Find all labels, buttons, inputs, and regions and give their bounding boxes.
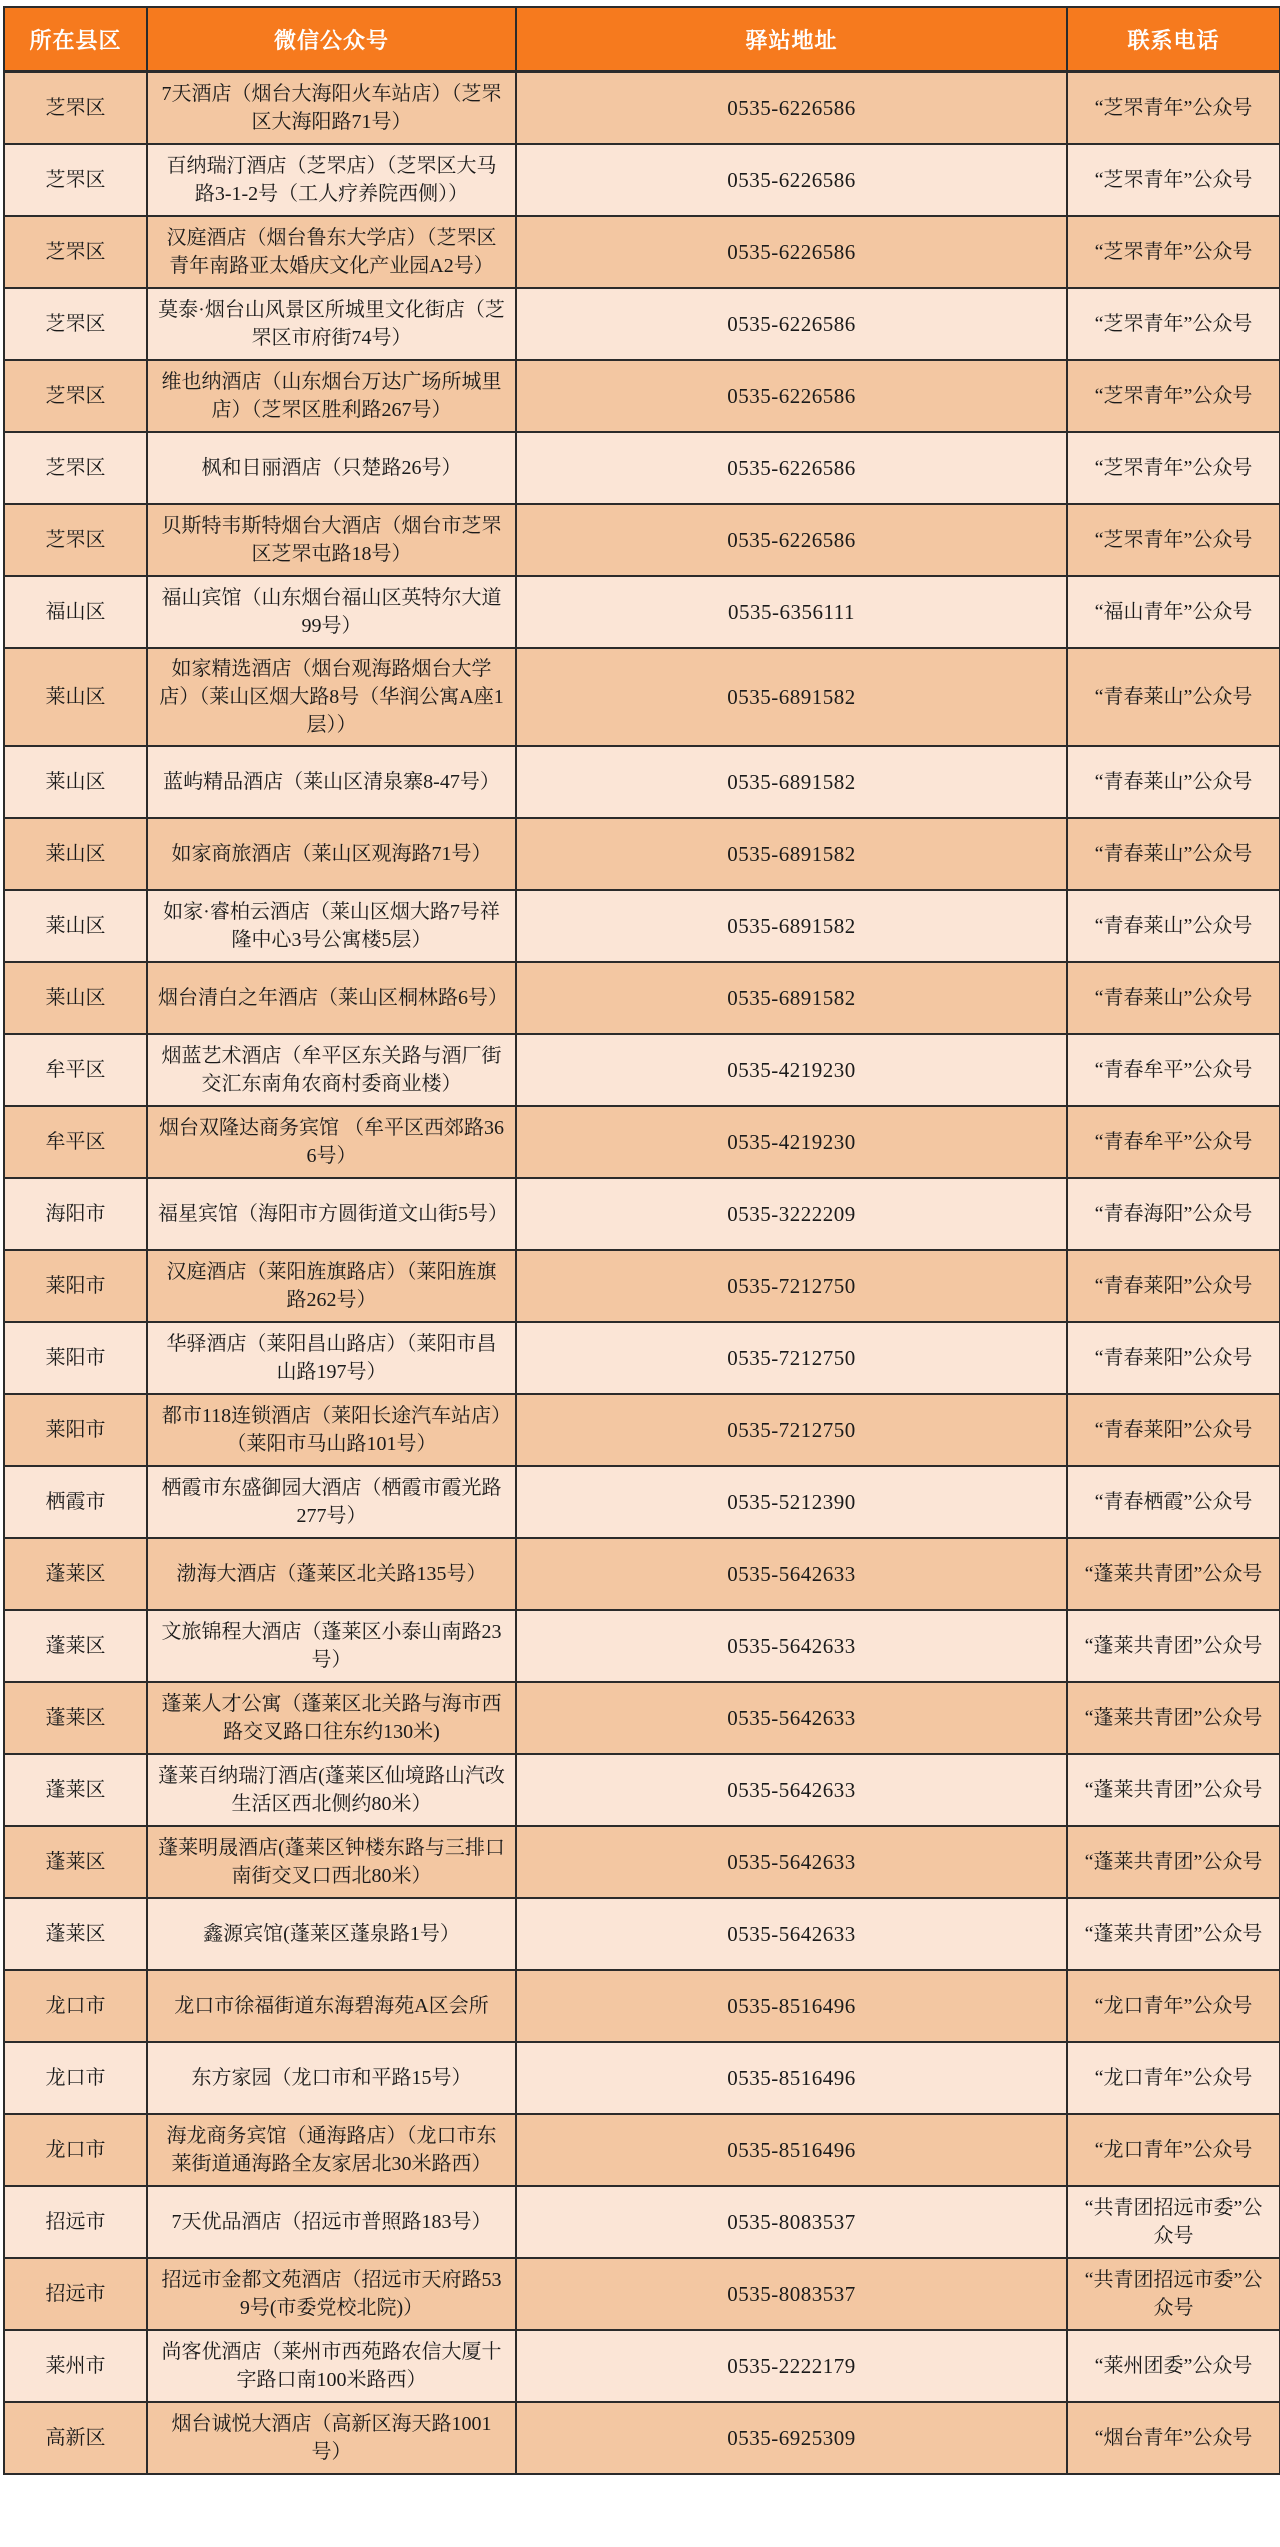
cell-district: 福山区 <box>4 576 147 648</box>
cell-phone: 0535-6226586 <box>516 432 1067 504</box>
cell-district: 芝罘区 <box>4 216 147 288</box>
table-row <box>4 1610 1280 1682</box>
cell-account: “青春牟平”公众号 <box>1067 1034 1280 1106</box>
cell-phone: 0535-6226586 <box>516 144 1067 216</box>
cell-phone: 0535-6891582 <box>516 648 1067 746</box>
cell-account: “蓬莱共青团”公众号 <box>1067 1826 1280 1898</box>
cell-account: “福山青年”公众号 <box>1067 576 1280 648</box>
cell-hotel: 蓬莱人才公寓（蓬莱区北关路与海市西路交叉路口往东约130米) <box>147 1682 516 1754</box>
cell-phone: 0535-5642633 <box>516 1826 1067 1898</box>
cell-phone: 0535-6891582 <box>516 890 1067 962</box>
cell-district: 芝罘区 <box>4 72 147 144</box>
cell-account: “芝罘青年”公众号 <box>1067 360 1280 432</box>
cell-district: 芝罘区 <box>4 360 147 432</box>
cell-account: “青春海阳”公众号 <box>1067 1178 1280 1250</box>
cell-phone: 0535-6226586 <box>516 504 1067 576</box>
header-cell-district: 所在县区 <box>4 7 147 72</box>
cell-account: “烟台青年”公众号 <box>1067 2402 1280 2474</box>
cell-hotel: 龙口市徐福街道东海碧海苑A区会所 <box>147 1970 516 2042</box>
station-table <box>3 6 1280 2475</box>
table-row <box>4 504 1280 576</box>
table-row <box>4 2186 1280 2258</box>
header-row <box>4 7 1280 72</box>
cell-district: 莱山区 <box>4 890 147 962</box>
cell-account: “蓬莱共青团”公众号 <box>1067 1754 1280 1826</box>
cell-hotel: 汉庭酒店（烟台鲁东大学店）（芝罘区青年南路亚太婚庆文化产业园A2号） <box>147 216 516 288</box>
table-row <box>4 1466 1280 1538</box>
table-header <box>4 7 1280 72</box>
table-row <box>4 288 1280 360</box>
cell-hotel: 尚客优酒店（莱州市西苑路农信大厦十字路口南100米路西） <box>147 2330 516 2402</box>
cell-hotel: 福山宾馆（山东烟台福山区英特尔大道99号） <box>147 576 516 648</box>
cell-account: “青春莱山”公众号 <box>1067 648 1280 746</box>
table-row <box>4 2330 1280 2402</box>
cell-hotel: 百纳瑞汀酒店（芝罘店）（芝罘区大马路3-1-2号（工人疗养院西侧）） <box>147 144 516 216</box>
cell-district: 芝罘区 <box>4 288 147 360</box>
cell-phone: 0535-5642633 <box>516 1754 1067 1826</box>
cell-phone: 0535-6891582 <box>516 746 1067 818</box>
cell-hotel: 烟蓝艺术酒店（牟平区东关路与酒厂街交汇东南角农商村委商业楼） <box>147 1034 516 1106</box>
cell-phone: 0535-5212390 <box>516 1466 1067 1538</box>
cell-district: 莱阳市 <box>4 1250 147 1322</box>
table-row <box>4 2114 1280 2186</box>
cell-account: “青春莱阳”公众号 <box>1067 1322 1280 1394</box>
table-row <box>4 144 1280 216</box>
cell-hotel: 汉庭酒店（莱阳旌旗路店）（莱阳旌旗路262号） <box>147 1250 516 1322</box>
cell-account: “青春莱山”公众号 <box>1067 890 1280 962</box>
cell-district: 蓬莱区 <box>4 1754 147 1826</box>
cell-phone: 0535-5642633 <box>516 1682 1067 1754</box>
table-row <box>4 962 1280 1034</box>
cell-phone: 0535-8516496 <box>516 2114 1067 2186</box>
cell-phone: 0535-4219230 <box>516 1034 1067 1106</box>
cell-account: “龙口青年”公众号 <box>1067 2114 1280 2186</box>
cell-district: 牟平区 <box>4 1034 147 1106</box>
cell-hotel: 都市118连锁酒店（莱阳长途汽车站店）（莱阳市马山路101号） <box>147 1394 516 1466</box>
cell-phone: 0535-6891582 <box>516 962 1067 1034</box>
table-row <box>4 1754 1280 1826</box>
table-row <box>4 1970 1280 2042</box>
cell-hotel: 烟台诚悦大酒店（高新区海天路1001号） <box>147 2402 516 2474</box>
table-row <box>4 1394 1280 1466</box>
cell-district: 龙口市 <box>4 2042 147 2114</box>
header-cell-station-address: 驿站地址 <box>516 7 1067 72</box>
cell-phone: 0535-6226586 <box>516 72 1067 144</box>
cell-district: 莱阳市 <box>4 1394 147 1466</box>
cell-hotel: 贝斯特韦斯特烟台大酒店（烟台市芝罘区芝罘屯路18号） <box>147 504 516 576</box>
cell-phone: 0535-8083537 <box>516 2258 1067 2330</box>
cell-phone: 0535-7212750 <box>516 1322 1067 1394</box>
cell-phone: 0535-5642633 <box>516 1610 1067 1682</box>
cell-phone: 0535-7212750 <box>516 1250 1067 1322</box>
cell-hotel: 鑫源宾馆(蓬莱区蓬泉路1号） <box>147 1898 516 1970</box>
cell-district: 芝罘区 <box>4 144 147 216</box>
cell-hotel: 如家精选酒店（烟台观海路烟台大学店）（莱山区烟大路8号（华润公寓A座1层）） <box>147 648 516 746</box>
cell-hotel: 枫和日丽酒店（只楚路26号） <box>147 432 516 504</box>
table-row <box>4 890 1280 962</box>
cell-district: 蓬莱区 <box>4 1898 147 1970</box>
cell-hotel: 渤海大酒店（蓬莱区北关路135号） <box>147 1538 516 1610</box>
table-row <box>4 2258 1280 2330</box>
cell-district: 蓬莱区 <box>4 1826 147 1898</box>
cell-district: 芝罘区 <box>4 504 147 576</box>
cell-district: 莱州市 <box>4 2330 147 2402</box>
cell-account: “芝罘青年”公众号 <box>1067 432 1280 504</box>
cell-account: “芝罘青年”公众号 <box>1067 72 1280 144</box>
cell-district: 龙口市 <box>4 2114 147 2186</box>
cell-account: “青春莱阳”公众号 <box>1067 1250 1280 1322</box>
cell-district: 莱山区 <box>4 746 147 818</box>
cell-district: 海阳市 <box>4 1178 147 1250</box>
cell-account: “龙口青年”公众号 <box>1067 1970 1280 2042</box>
cell-account: “龙口青年”公众号 <box>1067 2042 1280 2114</box>
cell-district: 芝罘区 <box>4 432 147 504</box>
cell-hotel: 莫泰·烟台山风景区所城里文化街店（芝罘区市府街74号） <box>147 288 516 360</box>
table-row <box>4 1322 1280 1394</box>
cell-district: 莱阳市 <box>4 1322 147 1394</box>
cell-account: “共青团招远市委”公众号 <box>1067 2258 1280 2330</box>
cell-phone: 0535-4219230 <box>516 1106 1067 1178</box>
table-row <box>4 576 1280 648</box>
cell-account: “青春莱山”公众号 <box>1067 962 1280 1034</box>
cell-phone: 0535-8083537 <box>516 2186 1067 2258</box>
cell-phone: 0535-8516496 <box>516 1970 1067 2042</box>
cell-phone: 0535-6891582 <box>516 818 1067 890</box>
cell-hotel: 如家商旅酒店（莱山区观海路71号） <box>147 818 516 890</box>
cell-district: 高新区 <box>4 2402 147 2474</box>
cell-hotel: 华驿酒店（莱阳昌山路店）（莱阳市昌山路197号） <box>147 1322 516 1394</box>
cell-account: “芝罘青年”公众号 <box>1067 144 1280 216</box>
cell-phone: 0535-3222209 <box>516 1178 1067 1250</box>
table-row <box>4 1034 1280 1106</box>
cell-district: 牟平区 <box>4 1106 147 1178</box>
table-row <box>4 1682 1280 1754</box>
table-body <box>4 72 1280 2474</box>
cell-district: 蓬莱区 <box>4 1538 147 1610</box>
cell-account: “蓬莱共青团”公众号 <box>1067 1898 1280 1970</box>
table-row <box>4 746 1280 818</box>
table-row <box>4 648 1280 746</box>
cell-district: 莱山区 <box>4 962 147 1034</box>
table-row <box>4 1898 1280 1970</box>
cell-hotel: 蓝屿精品酒店（莱山区清泉寨8-47号） <box>147 746 516 818</box>
cell-hotel: 维也纳酒店（山东烟台万达广场所城里店）（芝罘区胜利路267号） <box>147 360 516 432</box>
cell-hotel: 烟台清白之年酒店（莱山区桐林路6号） <box>147 962 516 1034</box>
cell-district: 莱山区 <box>4 648 147 746</box>
cell-account: “青春莱山”公众号 <box>1067 746 1280 818</box>
table-row <box>4 1538 1280 1610</box>
cell-account: “芝罘青年”公众号 <box>1067 288 1280 360</box>
table-row <box>4 360 1280 432</box>
table-row <box>4 2042 1280 2114</box>
table-row <box>4 1250 1280 1322</box>
cell-hotel: 栖霞市东盛御园大酒店（栖霞市霞光路277号） <box>147 1466 516 1538</box>
cell-account: “蓬莱共青团”公众号 <box>1067 1682 1280 1754</box>
cell-phone: 0535-5642633 <box>516 1538 1067 1610</box>
cell-hotel: 7天优品酒店（招远市普照路183号） <box>147 2186 516 2258</box>
cell-district: 蓬莱区 <box>4 1610 147 1682</box>
header-cell-wechat-account: 微信公众号 <box>147 7 516 72</box>
table-row <box>4 2402 1280 2474</box>
table-row <box>4 1178 1280 1250</box>
cell-phone: 0535-2222179 <box>516 2330 1067 2402</box>
cell-district: 招远市 <box>4 2258 147 2330</box>
cell-hotel: 蓬莱明晟酒店(蓬莱区钟楼东路与三排口南街交叉口西北80米） <box>147 1826 516 1898</box>
cell-district: 龙口市 <box>4 1970 147 2042</box>
cell-hotel: 烟台双隆达商务宾馆 （牟平区西郊路366号） <box>147 1106 516 1178</box>
cell-district: 栖霞市 <box>4 1466 147 1538</box>
cell-hotel: 海龙商务宾馆（通海路店）（龙口市东莱街道通海路全友家居北30米路西） <box>147 2114 516 2186</box>
table-row <box>4 1826 1280 1898</box>
cell-account: “青春莱山”公众号 <box>1067 818 1280 890</box>
cell-district: 蓬莱区 <box>4 1682 147 1754</box>
cell-account: “青春牟平”公众号 <box>1067 1106 1280 1178</box>
cell-district: 莱山区 <box>4 818 147 890</box>
cell-hotel: 福星宾馆（海阳市方圆街道文山街5号） <box>147 1178 516 1250</box>
table-row <box>4 1106 1280 1178</box>
table-row <box>4 216 1280 288</box>
cell-phone: 0535-7212750 <box>516 1394 1067 1466</box>
table-row <box>4 72 1280 144</box>
cell-hotel: 如家·睿柏云酒店（莱山区烟大路7号祥隆中心3号公寓楼5层） <box>147 890 516 962</box>
cell-phone: 0535-6226586 <box>516 288 1067 360</box>
cell-phone: 0535-6925309 <box>516 2402 1067 2474</box>
cell-account: “青春栖霞”公众号 <box>1067 1466 1280 1538</box>
cell-account: “莱州团委”公众号 <box>1067 2330 1280 2402</box>
cell-phone: 0535-8516496 <box>516 2042 1067 2114</box>
cell-phone: 0535-6226586 <box>516 216 1067 288</box>
cell-hotel: 蓬莱百纳瑞汀酒店(蓬莱区仙境路山汽改生活区西北侧约80米） <box>147 1754 516 1826</box>
cell-hotel: 文旅锦程大酒店（蓬莱区小泰山南路23号） <box>147 1610 516 1682</box>
cell-account: “芝罘青年”公众号 <box>1067 216 1280 288</box>
cell-phone: 0535-5642633 <box>516 1898 1067 1970</box>
cell-phone: 0535-6226586 <box>516 360 1067 432</box>
cell-account: “芝罘青年”公众号 <box>1067 504 1280 576</box>
cell-hotel: 7天酒店（烟台大海阳火车站店）（芝罘区大海阳路71号） <box>147 72 516 144</box>
header-cell-contact-phone: 联系电话 <box>1067 7 1280 72</box>
cell-district: 招远市 <box>4 2186 147 2258</box>
cell-account: “共青团招远市委”公众号 <box>1067 2186 1280 2258</box>
cell-account: “蓬莱共青团”公众号 <box>1067 1538 1280 1610</box>
cell-phone: 0535-6356111 <box>516 576 1067 648</box>
cell-hotel: 东方家园（龙口市和平路15号） <box>147 2042 516 2114</box>
table-row <box>4 818 1280 890</box>
table-row <box>4 432 1280 504</box>
cell-account: “蓬莱共青团”公众号 <box>1067 1610 1280 1682</box>
cell-account: “青春莱阳”公众号 <box>1067 1394 1280 1466</box>
cell-hotel: 招远市金都文苑酒店（招远市天府路539号(市委党校北院)） <box>147 2258 516 2330</box>
